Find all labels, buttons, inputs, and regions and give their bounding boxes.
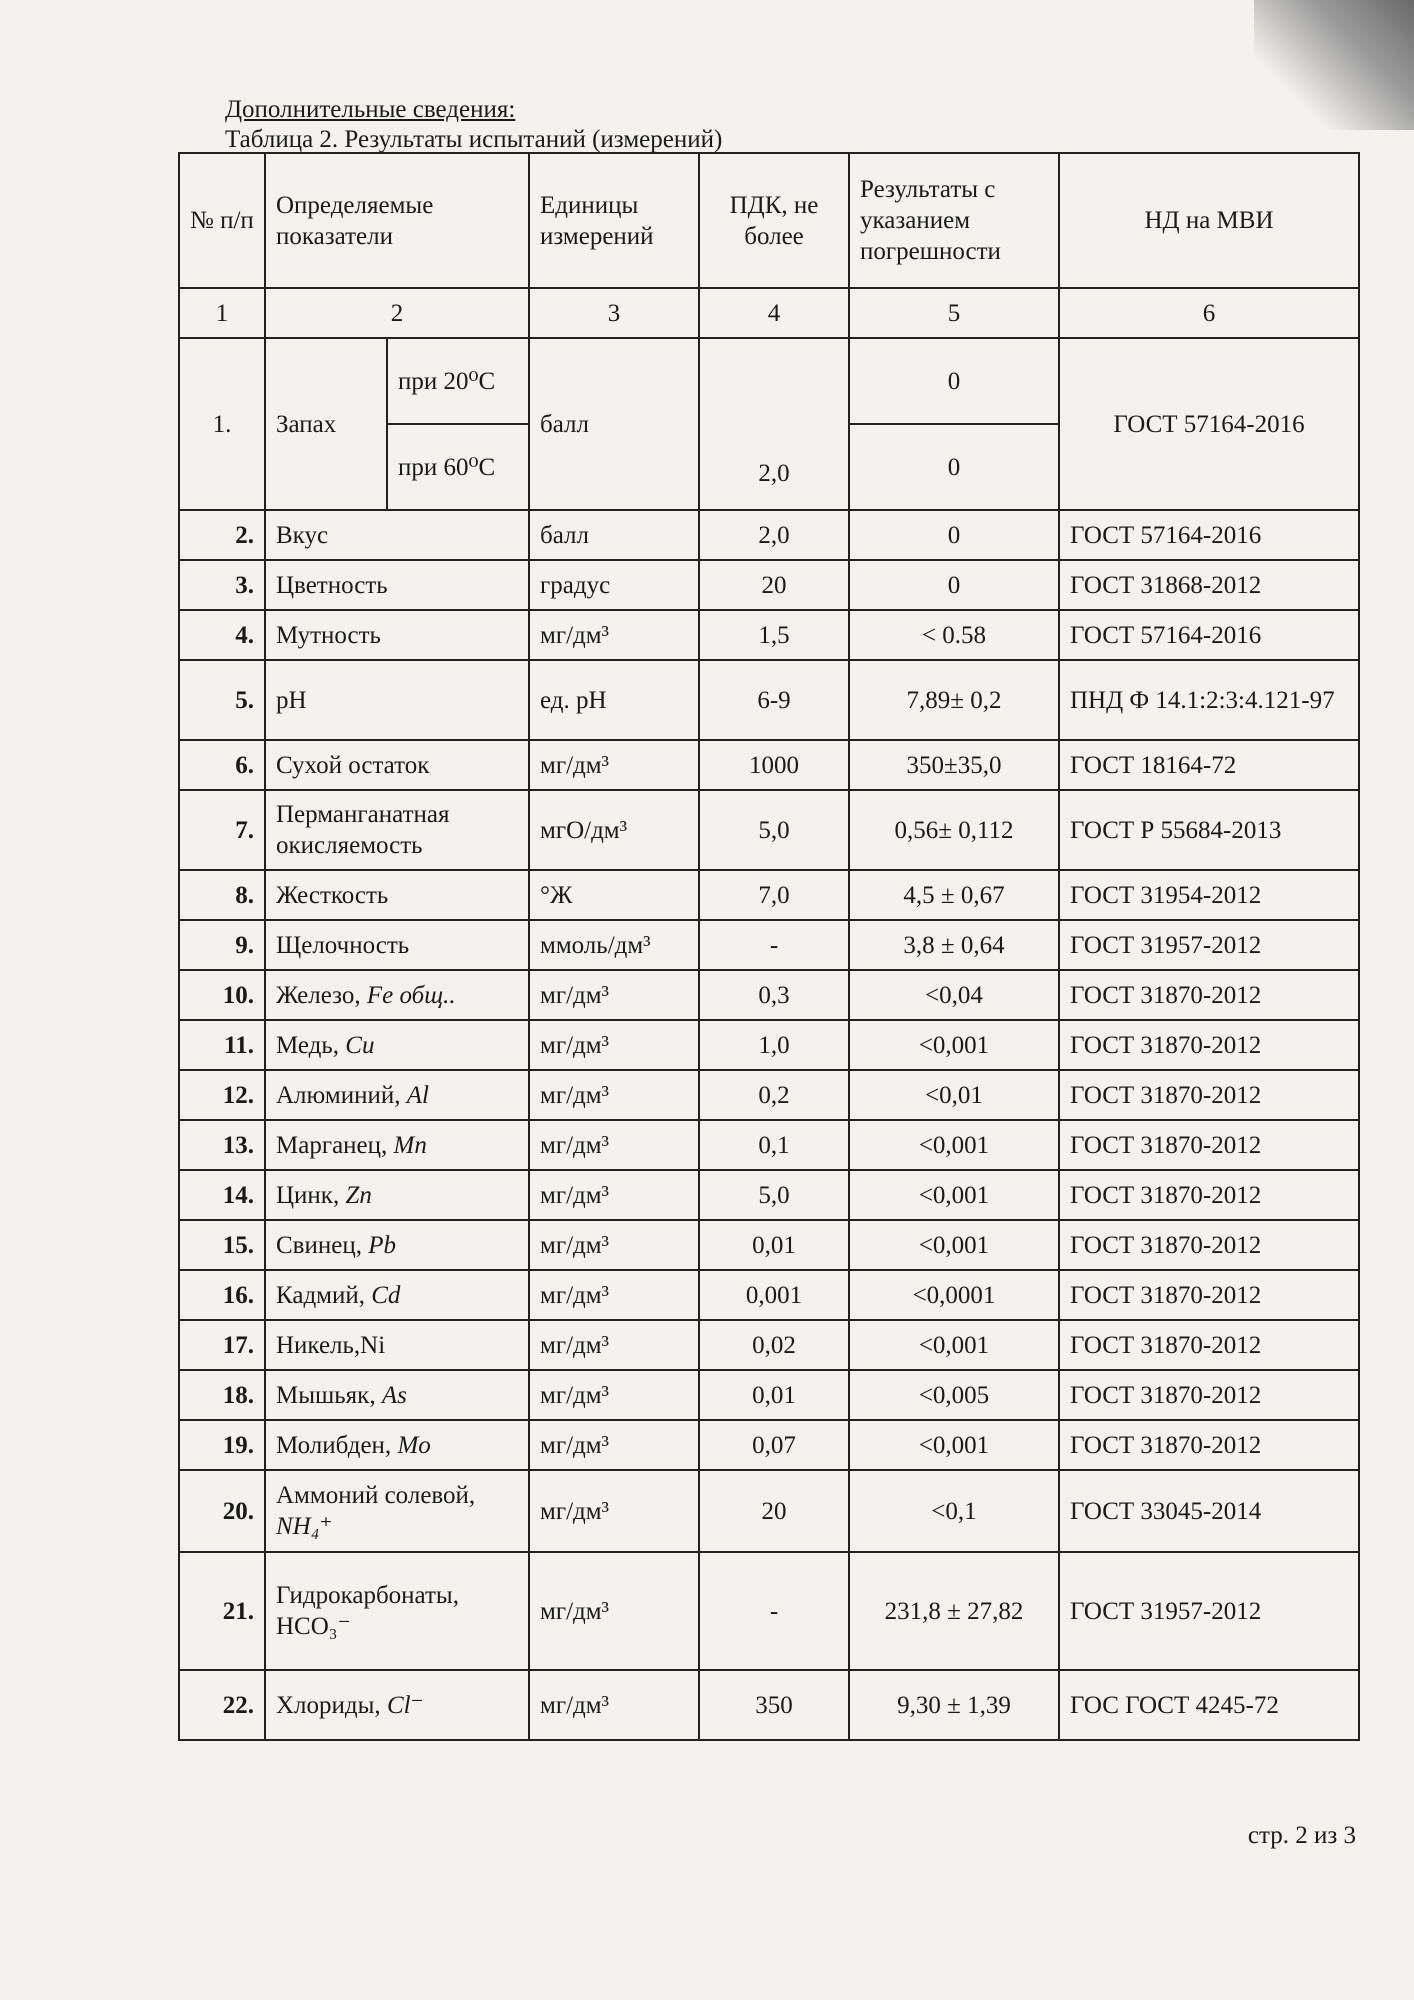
row-num: 10. [179, 970, 265, 1020]
indicator-name: Цветность [276, 571, 388, 599]
table-row [179, 1170, 1359, 1220]
row-method: ГОСТ 31870-2012 [1059, 1420, 1359, 1470]
row-method: ГОСТ 31870-2012 [1059, 1220, 1359, 1270]
row-result: 0 [849, 560, 1059, 610]
row-indicator [265, 1220, 529, 1270]
indicator-name: Мутность [276, 621, 381, 649]
row-indicator [265, 1320, 529, 1370]
row-pdk: 350 [699, 1670, 849, 1740]
row-num: 18. [179, 1370, 265, 1420]
row-indicator [265, 1370, 529, 1420]
row-indicator [265, 740, 529, 790]
indicator-name: Молибден, [276, 1431, 398, 1459]
row-pdk: - [699, 1552, 849, 1670]
header-units: Единицы измерений [529, 153, 699, 288]
row-method: ПНД Ф 14.1:2:3:4.121-97 [1059, 660, 1359, 740]
row-units: мг/дм³ [529, 1220, 699, 1270]
row-indicator [265, 1420, 529, 1470]
row-units: мг/дм³ [529, 1470, 699, 1552]
indicator-name: Щелочность [276, 931, 410, 959]
row-num: 17. [179, 1320, 265, 1370]
row-result: 0 [849, 424, 1059, 510]
column-number: 5 [849, 288, 1059, 338]
indicator-name: Железо, [276, 981, 367, 1009]
row-method: ГОСТ 31957-2012 [1059, 920, 1359, 970]
row-units: мг/дм³ [529, 1320, 699, 1370]
indicator-name: Вкус [276, 521, 329, 549]
row-pdk: 5,0 [699, 790, 849, 870]
row-result: <0,01 [849, 1070, 1059, 1120]
row-method: ГОСТ 31870-2012 [1059, 1170, 1359, 1220]
indicator-name: Цинк, [276, 1181, 346, 1209]
document-header [225, 95, 1125, 155]
indicator-name: Гидрокарбонаты, HCO₃⁻ [276, 1582, 459, 1640]
chemical-symbol: Al [406, 1081, 429, 1109]
table-row [179, 1120, 1359, 1170]
row-indicator [265, 870, 529, 920]
row-num: 19. [179, 1420, 265, 1470]
table-row [179, 870, 1359, 920]
chemical-symbol: Pb [368, 1231, 396, 1259]
row-result: <0,04 [849, 970, 1059, 1020]
header-indicator: Определяемые показатели [265, 153, 529, 288]
row-num: 8. [179, 870, 265, 920]
row-pdk: 0,2 [699, 1070, 849, 1120]
table-row [179, 1020, 1359, 1070]
indicator-name: Жесткость [276, 881, 389, 909]
indicator-name: Перманганатная окисляемость [276, 801, 450, 859]
row-method: ГОСТ 31870-2012 [1059, 1270, 1359, 1320]
row-subindicator: при 60⁰С [387, 424, 529, 510]
row-method: ГОСТ 57164-2016 [1059, 338, 1359, 510]
row-pdk: 0,02 [699, 1320, 849, 1370]
page-number: стр. 2 из 3 [1247, 1822, 1356, 1849]
header-row [179, 153, 1359, 288]
row-indicator [265, 1552, 529, 1670]
row-indicator [265, 510, 529, 560]
row-pdk: 6-9 [699, 660, 849, 740]
row-num: 6. [179, 740, 265, 790]
indicator-name: Хлориды, [276, 1691, 387, 1719]
row-result: 0 [849, 510, 1059, 560]
row-pdk: 0,01 [699, 1220, 849, 1270]
row-result: 0 [849, 338, 1059, 424]
table-caption: Таблица 2. Результаты испытаний (измерений) [225, 126, 723, 153]
indicator-name: Кадмий, [276, 1281, 372, 1309]
indicator-name: Сухой остаток [276, 751, 430, 779]
row-pdk: 20 [699, 560, 849, 610]
header-pdk: ПДК, не более [699, 153, 849, 288]
chemical-symbol: Mn [393, 1131, 427, 1159]
row-num: 5. [179, 660, 265, 740]
row-method: ГОСТ 18164-72 [1059, 740, 1359, 790]
table-row [179, 740, 1359, 790]
table-row-odor [179, 338, 1359, 424]
column-number: 4 [699, 288, 849, 338]
row-indicator [265, 1170, 529, 1220]
row-method: ГОСТ 31870-2012 [1059, 1370, 1359, 1420]
chemical-symbol: Cl⁻ [386, 1691, 424, 1719]
row-indicator [265, 560, 529, 610]
row-result: 3,8 ± 0,64 [849, 920, 1059, 970]
table-row [179, 610, 1359, 660]
table-row [179, 660, 1359, 740]
row-indicator [265, 1670, 529, 1740]
row-units: мг/дм³ [529, 740, 699, 790]
row-result: <0,001 [849, 1420, 1059, 1470]
row-result: <0,001 [849, 1220, 1059, 1270]
row-units: мгО/дм³ [529, 790, 699, 870]
chemical-symbol: As [381, 1381, 407, 1409]
row-units: мг/дм³ [529, 1670, 699, 1740]
row-units: мг/дм³ [529, 1170, 699, 1220]
table-row [179, 1370, 1359, 1420]
column-numbers-row [179, 288, 1359, 338]
indicator-name: Медь, [276, 1031, 346, 1059]
row-num: 7. [179, 790, 265, 870]
row-method: ГОСТ 31957-2012 [1059, 1552, 1359, 1670]
row-pdk: - [699, 920, 849, 970]
row-pdk: 1000 [699, 740, 849, 790]
row-method: ГОСТ 31870-2012 [1059, 1120, 1359, 1170]
column-number: 1 [179, 288, 265, 338]
row-units: мг/дм³ [529, 1120, 699, 1170]
header-method: НД на МВИ [1059, 153, 1359, 288]
row-indicator [265, 1020, 529, 1070]
row-num: 4. [179, 610, 265, 660]
indicator-name: Мышьяк, [276, 1381, 382, 1409]
chemical-symbol: Fe общ.. [366, 981, 456, 1009]
row-num: 1. [179, 338, 265, 510]
row-result: <0,001 [849, 1170, 1059, 1220]
row-pdk: 2,0 [699, 338, 849, 510]
row-method: ГОСТ 31870-2012 [1059, 1070, 1359, 1120]
row-indicator: Запах [265, 338, 387, 510]
row-pdk: 2,0 [699, 510, 849, 560]
table-row [179, 560, 1359, 610]
indicator-name: Аммоний солевой, [276, 1482, 476, 1509]
row-pdk: 20 [699, 1470, 849, 1552]
row-pdk: 0,001 [699, 1270, 849, 1320]
row-units: градус [529, 560, 699, 610]
row-pdk: 7,0 [699, 870, 849, 920]
row-units: ед. рН [529, 660, 699, 740]
row-num: 14. [179, 1170, 265, 1220]
row-result: 350±35,0 [849, 740, 1059, 790]
row-num: 3. [179, 560, 265, 610]
row-indicator [265, 1070, 529, 1120]
indicator-name: Никель,Ni [276, 1331, 386, 1359]
row-method: ГОСТ 31868-2012 [1059, 560, 1359, 610]
row-num: 2. [179, 510, 265, 560]
column-number: 3 [529, 288, 699, 338]
table-row [179, 1320, 1359, 1370]
row-num: 12. [179, 1070, 265, 1120]
row-num: 11. [179, 1020, 265, 1070]
row-pdk: 0,07 [699, 1420, 849, 1470]
table-row [179, 1470, 1359, 1552]
row-result: 4,5 ± 0,67 [849, 870, 1059, 920]
row-units: ммоль/дм³ [529, 920, 699, 970]
row-num: 9. [179, 920, 265, 970]
chemical-symbol: Zn [345, 1181, 372, 1209]
row-method: ГОСТ 57164-2016 [1059, 510, 1359, 560]
row-indicator [265, 1270, 529, 1320]
table-row [179, 1670, 1359, 1740]
row-units: мг/дм³ [529, 1552, 699, 1670]
row-pdk: 0,01 [699, 1370, 849, 1420]
row-units: мг/дм³ [529, 970, 699, 1020]
table-row [179, 1552, 1359, 1670]
indicator-name: Марганец, [276, 1131, 394, 1159]
chemical-symbol: Mo [397, 1431, 431, 1459]
row-result: 9,30 ± 1,39 [849, 1670, 1059, 1740]
row-indicator [265, 1120, 529, 1170]
table-row [179, 920, 1359, 970]
table-row [179, 1270, 1359, 1320]
row-result: <0,005 [849, 1370, 1059, 1420]
row-method: ГОС ГОСТ 4245-72 [1059, 1670, 1359, 1740]
row-num: 21. [179, 1552, 265, 1670]
row-indicator [265, 660, 529, 740]
row-units: мг/дм³ [529, 1270, 699, 1320]
row-units: мг/дм³ [529, 1020, 699, 1070]
row-num: 13. [179, 1120, 265, 1170]
row-num: 20. [179, 1470, 265, 1552]
row-units: мг/дм³ [529, 1070, 699, 1120]
row-num: 22. [179, 1670, 265, 1740]
table-row [179, 1220, 1359, 1270]
row-num: 15. [179, 1220, 265, 1270]
column-number: 6 [1059, 288, 1359, 338]
table-row [179, 510, 1359, 560]
results-table [178, 152, 1360, 1741]
row-result: < 0.58 [849, 610, 1059, 660]
row-method: ГОСТ 31870-2012 [1059, 970, 1359, 1020]
row-num: 16. [179, 1270, 265, 1320]
row-units: балл [529, 510, 699, 560]
row-units: мг/дм³ [529, 610, 699, 660]
table-row [179, 970, 1359, 1020]
row-indicator [265, 790, 529, 870]
header-num: № п/п [179, 153, 265, 288]
indicator-name: Алюминий, [276, 1081, 407, 1109]
table-row [179, 1420, 1359, 1470]
row-units: балл [529, 338, 699, 510]
row-units: мг/дм³ [529, 1370, 699, 1420]
row-pdk: 5,0 [699, 1170, 849, 1220]
row-indicator [265, 1470, 529, 1552]
header-result: Результаты с указанием погрешности [849, 153, 1059, 288]
indicator-name: Свинец, [276, 1231, 369, 1259]
row-pdk: 0,3 [699, 970, 849, 1020]
indicator-name: рН [276, 686, 307, 714]
row-indicator [265, 970, 529, 1020]
row-subindicator: при 20⁰С [387, 338, 529, 424]
scan-corner-shadow [1254, 0, 1414, 130]
row-method: ГОСТ 31954-2012 [1059, 870, 1359, 920]
row-indicator [265, 920, 529, 970]
row-result: <0,0001 [849, 1270, 1059, 1320]
row-result: <0,1 [849, 1470, 1059, 1552]
chemical-symbol: Cd [371, 1281, 401, 1309]
section-title: Дополнительные сведения: [225, 96, 516, 123]
chemical-symbol: Cu [345, 1031, 375, 1059]
row-units: °Ж [529, 870, 699, 920]
row-result: 0,56± 0,112 [849, 790, 1059, 870]
row-indicator [265, 610, 529, 660]
row-result: <0,001 [849, 1320, 1059, 1370]
table-row [179, 790, 1359, 870]
row-units: мг/дм³ [529, 1420, 699, 1470]
column-number: 2 [265, 288, 529, 338]
row-result: 231,8 ± 27,82 [849, 1552, 1059, 1670]
row-result: <0,001 [849, 1120, 1059, 1170]
chemical-symbol: NH₄⁺ [276, 1513, 333, 1540]
row-pdk: 1,0 [699, 1020, 849, 1070]
table-row [179, 1070, 1359, 1120]
row-method: ГОСТ 33045-2014 [1059, 1470, 1359, 1552]
row-result: <0,001 [849, 1020, 1059, 1070]
row-pdk: 0,1 [699, 1120, 849, 1170]
row-method: ГОСТ 31870-2012 [1059, 1020, 1359, 1070]
row-method: ГОСТ 57164-2016 [1059, 610, 1359, 660]
row-method: ГОСТ 31870-2012 [1059, 1320, 1359, 1370]
row-pdk: 1,5 [699, 610, 849, 660]
row-result: 7,89± 0,2 [849, 660, 1059, 740]
row-method: ГОСТ Р 55684-2013 [1059, 790, 1359, 870]
